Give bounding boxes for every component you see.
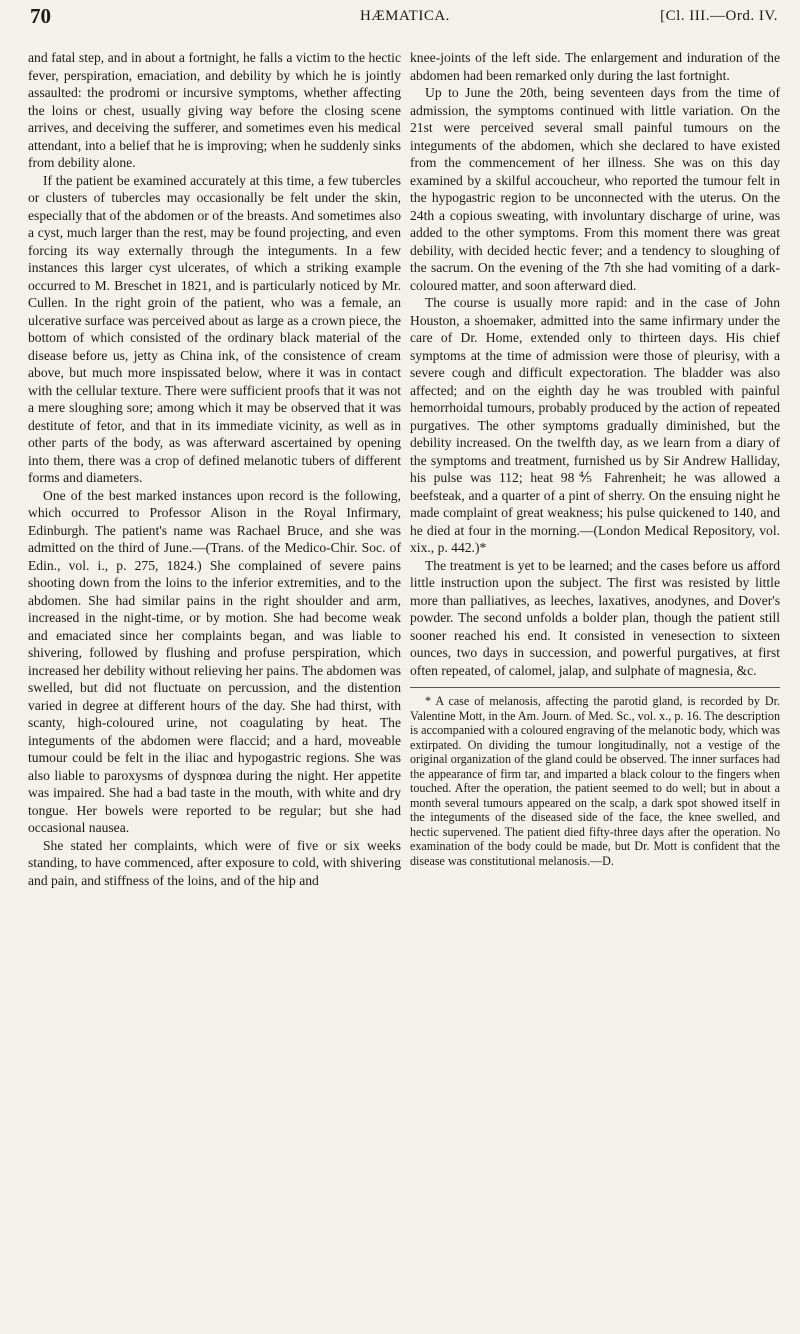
page-header [30,4,778,36]
paragraph: The course is usually more rapid: and in the case of John Houston, a shoemaker, admitted into the same infirmary under the care of Dr. Home, extended only to thirteen days. His chief symptoms at the time of admission were those of pleurisy, with a severe cough and difficult expectoration. The bladder was also affected; and on the eighth day he was troubled with painful hemorrhoidal tumours, probably produced by the action of repeated purgatives. The other symptoms gradually diminished, but the debility increased. On the twelfth day, as we learn from a diary of the symptoms and treatment, furnished us by Sir Andrew Halliday, his pulse was 112; heat 98⅘ Fahrenheit; he was allowed a beefsteak, and a quarter of a pint of sherry. On the ensuing night he made complaint of great weakness; his pulse quickened to 140, and he died at four in the morning.—(London Medical Repository, vol. xix., p. 442.)* [410,295,780,555]
paragraph: knee-joints of the left side. The enlargement and induration of the abdomen had been remarked only during the last fortnight. [410,50,780,83]
paragraph: She stated her complaints, which were of five or six weeks standing, to have commenced, after exposure to cold, with shivering and pain, and stiffness of the loins, and of the hip and [28,837,401,888]
paragraph: If the patient be examined accurately at this time, a few tubercles or clusters of tubercles may occasionally be felt under the skin, especially that of the abdomen or of the breasts. And sometimes also a cyst, much larger than the rest, may be found projecting, and even forcing its way externally through the integuments. In a few instances this larger cyst ulcerates, of which a striking example occurred to M. Breschet in 1821, and is particularly noticed by Mr. Cullen. In the right groin of the patient, who was a female, an ulcerative surface was perceived about as large as a crown piece, the bottom of which consisted of the ordinary black material of the disease before us, jetty as China ink, of the consistence of cream above, but much more inspissated below, where it was in contact with the cellular texture. There were sufficient proofs that it was not a mere sloughing sore; among which it may be observed that it was destitute of fetor, and that in its immediate vicinity, as well as in other parts of the body, as was afterward ascertained by opening into them, there was a crop of defined melanotic tubers of different forms and diameters. [28,172,401,485]
classification-label: [Cl. III.—Ord. IV. [660,8,778,24]
paragraph: The treatment is yet to be learned; and the cases before us afford little instruction upon the subject. The first was resisted by little more than palliatives, as leeches, laxatives, anodynes, and Dover's powder. The second unfolds a bolder plan, though the patient still sooner reached his end. It consisted in venesection to sixteen ounces, two days in succession, and powerful purgatives, at first often repeated, of calomel, jalap, and sulphate of magnesia, &c. [410,557,780,678]
running-title: HÆMATICA. [360,8,450,24]
footnote: * A case of melanosis, affecting the parotid gland, is recorded by Dr. Valentine Mott, in the Am. Journ. of Med. Sc., vol. x., p. 16. The description is accompanied with a coloured engraving of the melanotic body, which was extirpated. On dividing the tumour longitudinally, not a vestige of the original organization of the gland could be observed. The inner surfaces had the appearance of firm tar, and imparted a black colour to the fingers when touched. After the operation, the patient seemed to do well; but in about a month several tumours appeared on the scalp, a dark spot showed itself in the integuments of the diseased side of the face, the knee swelled, and hectic supervened. The patient died fifty-three days after the operation. No examination of the body could be made, but Dr. Mott is confident that the disease was constitutional melanosis.—D. [410,694,780,868]
footnote-divider [410,687,780,688]
left-column [28,49,401,889]
page-number: 70 [30,4,51,28]
paragraph: Up to June the 20th, being seventeen days from the time of admission, the symptoms continued with little variation. On the 21st were perceived several small painful tumours on the integuments of the abdomen, which she declared to have existed from the commencement of her illness. She was on this day examined by a skilful accoucheur, who reported the tumour felt in the hypogastric region to be unconnected with the uterus. On the 24th a copious sweating, with involuntary discharge of urine, was added to the other symptoms. From this moment there was great debility, with decided hectic fever; and a tendency to sloughing of the sacrum. On the evening of the 7th she had vomiting of a dark-coloured matter, and soon afterward died. [410,85,780,293]
paragraph: and fatal step, and in about a fortnight, he falls a victim to the hectic fever, perspiration, emaciation, and debility by which he is jointly assaulted: the prodromi or incursive symptoms, whether affecting the loins or chest, usually giving way before the closing scene arrives, and deceiving the sufferer, and sometimes even his medical attendant, into a belief that he is improving; when he suddenly sinks from debility alone. [28,50,401,170]
paragraph: One of the best marked instances upon record is the following, which occurred to Professor Alison in the Royal Infirmary, Edinburgh. The patient's name was Rachael Bruce, and she was admitted on the third of June.—(Trans. of the Medico-Chir. Soc. of Edin., vol. i., p. 275, 1824.) She complained of severe pains shooting down from the loins to the inferior extremities, and to the abdomen. She had similar pains in the right shoulder and arm, increased in the night-time, or by motion. She had become weak and emaciated since her complaints began, and was liable to shivering, followed by flushing and profuse perspiration, which increased her debility without relieving her pains. The abdomen was swelled, but did not fluctuate on percussion, and the distention varied in degree at different hours of the day. She had thirst, with scanty, high-coloured urine, not coagulating by heat. The integuments of the abdomen were flaccid; and a hard, moveable tumour could be felt in the iliac and hypogastric regions. She was also liable to paroxysms of dyspnœa during the night. Her appetite was impaired. She had a bad taste in the mouth, with white and dry tongue. Her bowels were reported to be regular; but she had occasional nausea. [28,487,401,835]
right-column [410,49,780,868]
